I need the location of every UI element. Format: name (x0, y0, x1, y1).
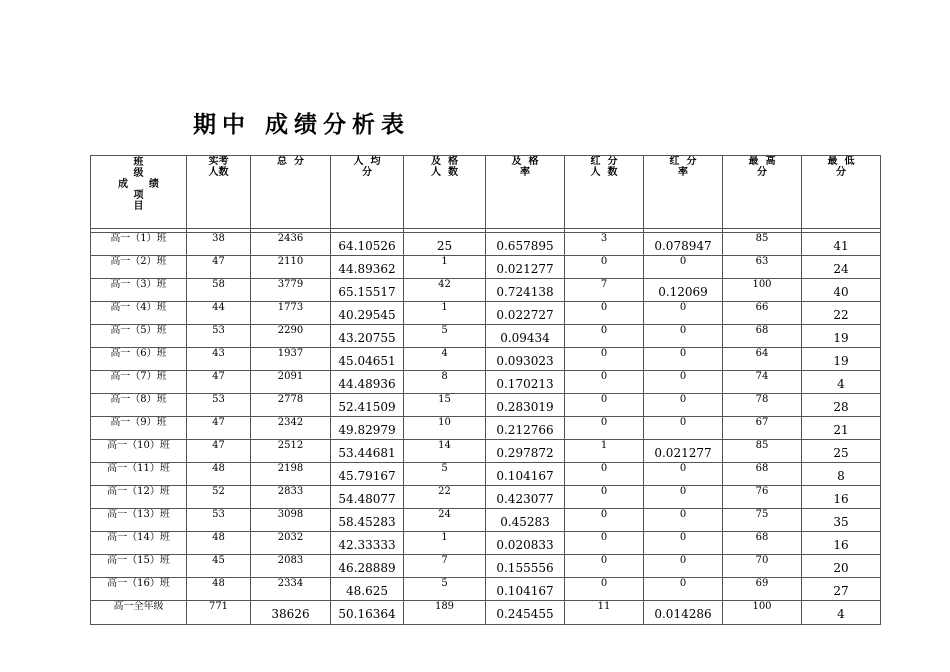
table-row (91, 417, 881, 440)
min-cell: 41 (802, 233, 881, 256)
pass-rate-cell: 0.170213 (486, 371, 565, 394)
count-cell: 48 (187, 532, 251, 555)
pass-rate-cell: 0.020833 (486, 532, 565, 555)
pass-count-cell: 1 (404, 532, 486, 555)
pass-rate-cell: 0.423077 (486, 486, 565, 509)
red-count-cell: 1 (565, 440, 644, 463)
count-cell: 47 (187, 417, 251, 440)
pass-count-cell: 5 (404, 578, 486, 601)
min-cell: 27 (802, 578, 881, 601)
class-cell: 高一（5）班 (91, 325, 187, 348)
table-row (91, 325, 881, 348)
min-cell: 25 (802, 440, 881, 463)
min-cell: 28 (802, 394, 881, 417)
table-row (91, 394, 881, 417)
pass-count-cell: 1 (404, 256, 486, 279)
header-line: 率 (678, 167, 688, 178)
red-count-cell: 0 (565, 325, 644, 348)
average-cell: 49.82979 (331, 417, 404, 440)
red-rate-cell: 0 (644, 348, 723, 371)
total-cell: 3098 (251, 509, 331, 532)
pass-count-cell: 42 (404, 279, 486, 302)
red-rate-cell: 0 (644, 509, 723, 532)
total-cell: 2342 (251, 417, 331, 440)
average-cell: 50.16364 (331, 601, 404, 625)
pass-count-cell: 7 (404, 555, 486, 578)
red-rate-cell: 0.014286 (644, 601, 723, 625)
header-line: 红 分 (669, 156, 697, 167)
total-row (91, 601, 881, 625)
total-cell: 2290 (251, 325, 331, 348)
max-cell: 69 (723, 578, 802, 601)
max-cell: 68 (723, 532, 802, 555)
pass-count-cell: 24 (404, 509, 486, 532)
pass-count-cell: 4 (404, 348, 486, 371)
red-count-cell: 0 (565, 555, 644, 578)
red-count-cell: 0 (565, 486, 644, 509)
header-line: 及 格 (511, 156, 539, 167)
min-cell: 4 (802, 601, 881, 625)
pass-rate-cell: 0.104167 (486, 463, 565, 486)
red-rate-cell: 0 (644, 302, 723, 325)
max-cell: 64 (723, 348, 802, 371)
page-title: 期中 成绩分析表 (193, 112, 411, 138)
pass-rate-cell: 0.155556 (486, 555, 565, 578)
max-cell: 85 (723, 233, 802, 256)
class-cell: 高一（1）班 (91, 233, 187, 256)
header-line: 红 分 (590, 156, 618, 167)
total-cell: 2833 (251, 486, 331, 509)
average-cell: 42.33333 (331, 532, 404, 555)
max-cell: 75 (723, 509, 802, 532)
red-rate-cell: 0 (644, 256, 723, 279)
count-cell: 52 (187, 486, 251, 509)
table-row (91, 578, 881, 601)
average-cell: 40.29545 (331, 302, 404, 325)
red-count-cell: 0 (565, 371, 644, 394)
header-pass-count (404, 156, 486, 229)
red-rate-cell: 0.078947 (644, 233, 723, 256)
min-cell: 19 (802, 325, 881, 348)
header-red-count (565, 156, 644, 229)
class-cell: 高一（9）班 (91, 417, 187, 440)
pass-count-cell: 25 (404, 233, 486, 256)
max-cell: 68 (723, 325, 802, 348)
count-cell: 58 (187, 279, 251, 302)
min-cell: 16 (802, 532, 881, 555)
total-cell: 2198 (251, 463, 331, 486)
pass-rate-cell: 0.09434 (486, 325, 565, 348)
red-rate-cell: 0 (644, 486, 723, 509)
header-line: 人数 (208, 167, 229, 178)
pass-count-cell: 14 (404, 440, 486, 463)
class-cell: 高一（6）班 (91, 348, 187, 371)
red-rate-cell: 0 (644, 555, 723, 578)
red-rate-cell: 0.12069 (644, 279, 723, 302)
pass-rate-cell: 0.297872 (486, 440, 565, 463)
total-cell: 3779 (251, 279, 331, 302)
pass-rate-cell: 0.104167 (486, 578, 565, 601)
table-row (91, 440, 881, 463)
table-row (91, 279, 881, 302)
red-rate-cell: 0 (644, 417, 723, 440)
count-cell: 48 (187, 578, 251, 601)
pass-rate-cell: 0.657895 (486, 233, 565, 256)
red-count-cell: 0 (565, 394, 644, 417)
average-cell: 58.45283 (331, 509, 404, 532)
red-count-cell: 3 (565, 233, 644, 256)
pass-count-cell: 1 (404, 302, 486, 325)
pass-count-cell: 10 (404, 417, 486, 440)
red-count-cell: 7 (565, 279, 644, 302)
header-line: 最 低 (827, 156, 855, 167)
average-cell: 44.89362 (331, 256, 404, 279)
class-cell: 高一（2）班 (91, 256, 187, 279)
score-analysis-table (90, 155, 881, 625)
pass-rate-cell: 0.021277 (486, 256, 565, 279)
max-cell: 67 (723, 417, 802, 440)
average-cell: 54.48077 (331, 486, 404, 509)
total-cell: 1937 (251, 348, 331, 371)
total-cell: 2032 (251, 532, 331, 555)
total-cell: 2334 (251, 578, 331, 601)
average-cell: 46.28889 (331, 555, 404, 578)
average-cell: 45.04651 (331, 348, 404, 371)
count-cell: 53 (187, 509, 251, 532)
min-cell: 24 (802, 256, 881, 279)
red-count-cell: 0 (565, 578, 644, 601)
average-cell: 65.15517 (331, 279, 404, 302)
count-cell: 771 (187, 601, 251, 625)
pass-count-cell: 15 (404, 394, 486, 417)
table-row (91, 371, 881, 394)
red-count-cell: 0 (565, 463, 644, 486)
pass-rate-cell: 0.283019 (486, 394, 565, 417)
red-rate-cell: 0.021277 (644, 440, 723, 463)
red-count-cell: 0 (565, 256, 644, 279)
header-line: 最 高 (748, 156, 776, 167)
pass-rate-cell: 0.022727 (486, 302, 565, 325)
total-cell: 1773 (251, 302, 331, 325)
class-cell: 高一（11）班 (91, 463, 187, 486)
table-row (91, 509, 881, 532)
header-max (723, 156, 802, 229)
red-count-cell: 0 (565, 348, 644, 371)
min-cell: 19 (802, 348, 881, 371)
max-cell: 76 (723, 486, 802, 509)
max-cell: 74 (723, 371, 802, 394)
total-cell: 2778 (251, 394, 331, 417)
min-cell: 40 (802, 279, 881, 302)
average-cell: 43.20755 (331, 325, 404, 348)
class-cell: 高一（16）班 (91, 578, 187, 601)
pass-rate-cell: 0.245455 (486, 601, 565, 625)
pass-count-cell: 5 (404, 463, 486, 486)
class-cell: 高一（7）班 (91, 371, 187, 394)
table-row (91, 555, 881, 578)
red-rate-cell: 0 (644, 325, 723, 348)
class-cell: 高一（14）班 (91, 532, 187, 555)
corner-line: 成 绩 (118, 179, 159, 190)
table-row (91, 463, 881, 486)
total-cell: 2110 (251, 256, 331, 279)
min-cell: 16 (802, 486, 881, 509)
count-cell: 47 (187, 440, 251, 463)
average-cell: 53.44681 (331, 440, 404, 463)
pass-rate-cell: 0.212766 (486, 417, 565, 440)
red-count-cell: 0 (565, 509, 644, 532)
pass-rate-cell: 0.724138 (486, 279, 565, 302)
count-cell: 38 (187, 233, 251, 256)
count-cell: 43 (187, 348, 251, 371)
count-cell: 48 (187, 463, 251, 486)
count-cell: 44 (187, 302, 251, 325)
class-cell: 高一（8）班 (91, 394, 187, 417)
min-cell: 20 (802, 555, 881, 578)
red-rate-cell: 0 (644, 463, 723, 486)
header-line: 人 均 (353, 156, 381, 167)
class-cell: 高一（12）班 (91, 486, 187, 509)
corner-header (91, 156, 187, 229)
max-cell: 78 (723, 394, 802, 417)
average-cell: 48.625 (331, 578, 404, 601)
average-cell: 44.48936 (331, 371, 404, 394)
red-count-cell: 0 (565, 532, 644, 555)
pass-rate-cell: 0.093023 (486, 348, 565, 371)
max-cell: 100 (723, 279, 802, 302)
class-cell: 高一（4）班 (91, 302, 187, 325)
count-cell: 47 (187, 256, 251, 279)
min-cell: 22 (802, 302, 881, 325)
class-cell: 高一（10）班 (91, 440, 187, 463)
header-red-rate (644, 156, 723, 229)
header-average (331, 156, 404, 229)
max-cell: 66 (723, 302, 802, 325)
header-line: 人 数 (590, 167, 618, 178)
count-cell: 53 (187, 394, 251, 417)
red-rate-cell: 0 (644, 578, 723, 601)
count-cell: 53 (187, 325, 251, 348)
table-row (91, 256, 881, 279)
max-cell: 85 (723, 440, 802, 463)
count-cell: 45 (187, 555, 251, 578)
average-cell: 64.10526 (331, 233, 404, 256)
max-cell: 70 (723, 555, 802, 578)
max-cell: 63 (723, 256, 802, 279)
table-row (91, 348, 881, 371)
header-total (251, 156, 331, 229)
pass-count-cell: 5 (404, 325, 486, 348)
average-cell: 45.79167 (331, 463, 404, 486)
class-cell: 高一（15）班 (91, 555, 187, 578)
header-line: 及 格 (431, 156, 458, 167)
total-cell: 38626 (251, 601, 331, 625)
corner-line: 班 (133, 157, 144, 168)
total-cell: 2091 (251, 371, 331, 394)
header-row (91, 156, 881, 229)
red-count-cell: 11 (565, 601, 644, 625)
min-cell: 21 (802, 417, 881, 440)
header-line: 分 (757, 167, 767, 178)
total-cell: 2512 (251, 440, 331, 463)
header-pass-rate (486, 156, 565, 229)
min-cell: 4 (802, 371, 881, 394)
max-cell: 100 (723, 601, 802, 625)
table-row (91, 233, 881, 256)
pass-count-cell: 22 (404, 486, 486, 509)
corner-line: 项 (133, 190, 144, 201)
min-cell: 35 (802, 509, 881, 532)
class-cell: 高一全年级 (91, 601, 187, 625)
header-line: 总 分 (277, 156, 304, 167)
corner-line: 级 (133, 168, 144, 179)
pass-rate-cell: 0.45283 (486, 509, 565, 532)
corner-line: 目 (133, 201, 144, 212)
table-row (91, 302, 881, 325)
class-cell: 高一（3）班 (91, 279, 187, 302)
header-line: 人 数 (431, 167, 458, 178)
red-rate-cell: 0 (644, 532, 723, 555)
table-row (91, 486, 881, 509)
table-row (91, 532, 881, 555)
header-line: 实考 (208, 156, 229, 167)
total-cell: 2436 (251, 233, 331, 256)
count-cell: 47 (187, 371, 251, 394)
class-cell: 高一（13）班 (91, 509, 187, 532)
red-rate-cell: 0 (644, 394, 723, 417)
header-min (802, 156, 881, 229)
header-count (187, 156, 251, 229)
average-cell: 52.41509 (331, 394, 404, 417)
min-cell: 8 (802, 463, 881, 486)
total-cell: 2083 (251, 555, 331, 578)
red-count-cell: 0 (565, 302, 644, 325)
red-rate-cell: 0 (644, 371, 723, 394)
header-line: 分 (836, 167, 846, 178)
header-line: 分 (362, 167, 372, 178)
header-line: 率 (520, 167, 530, 178)
pass-count-cell: 189 (404, 601, 486, 625)
pass-count-cell: 8 (404, 371, 486, 394)
red-count-cell: 0 (565, 417, 644, 440)
max-cell: 68 (723, 463, 802, 486)
